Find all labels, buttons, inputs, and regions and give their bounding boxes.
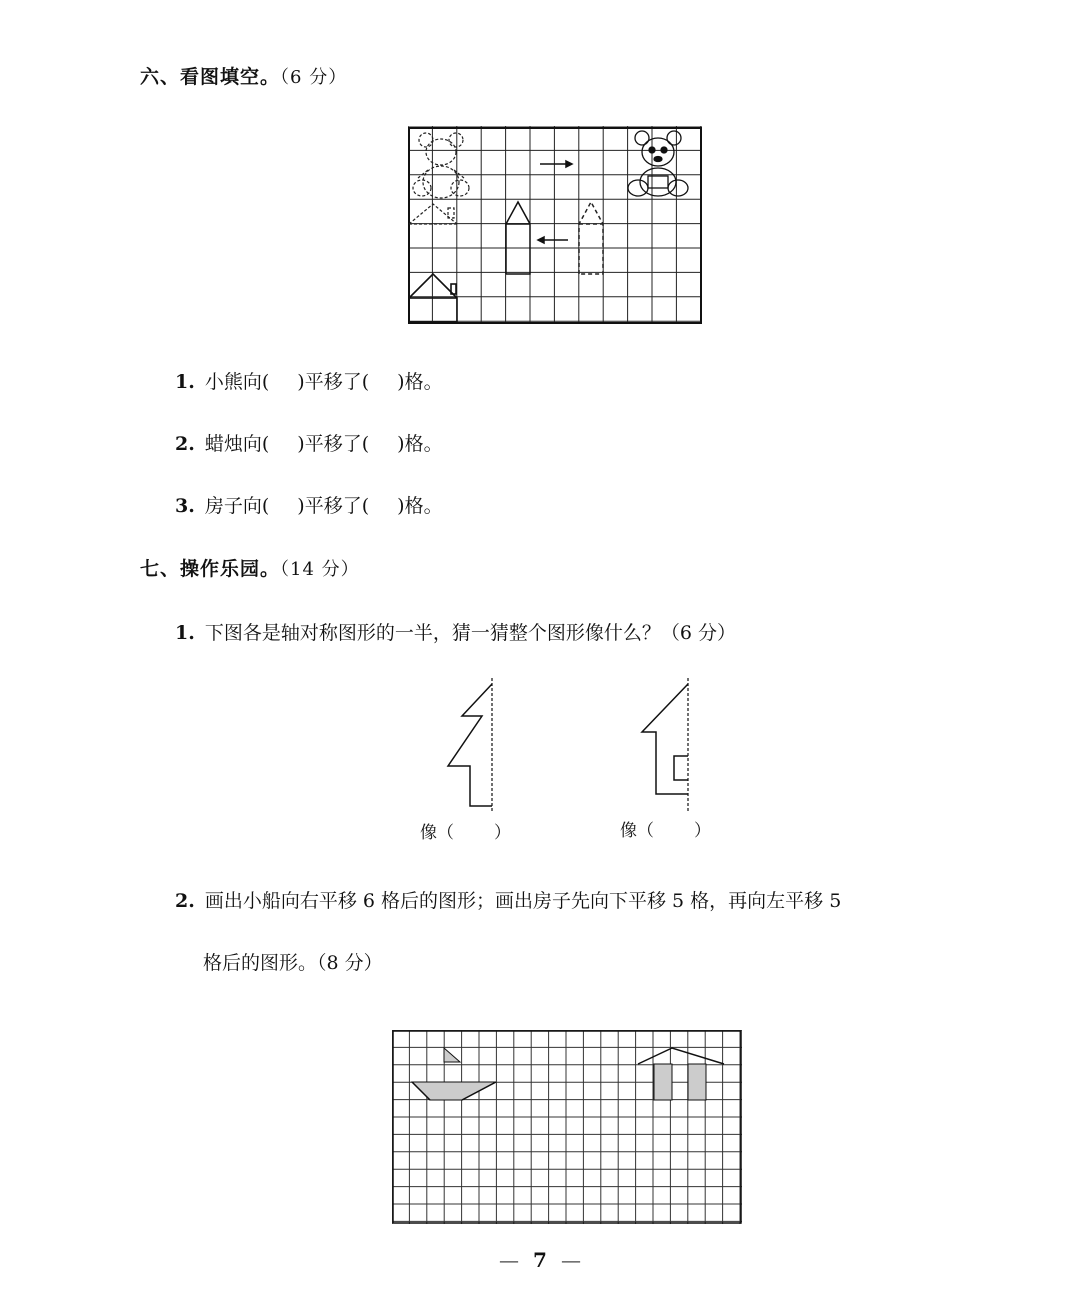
symmetry-half-tree bbox=[440, 676, 520, 820]
q6-1-number: 1. bbox=[175, 371, 195, 393]
house-icon bbox=[638, 1048, 724, 1100]
q6-3-mid: 平移了 bbox=[304, 495, 362, 517]
section-7-title bbox=[140, 554, 360, 581]
house-half-icon bbox=[636, 676, 716, 816]
arrow-left-icon bbox=[538, 237, 568, 243]
q6-1-end: 格。 bbox=[404, 371, 443, 393]
symmetry-half-house bbox=[636, 676, 716, 820]
symmetry-label-2: 像（ ） bbox=[620, 821, 711, 841]
page-number: — 7 — bbox=[499, 1248, 581, 1272]
q6-2-mid: 平移了 bbox=[304, 433, 362, 455]
translation-grid-figure bbox=[408, 126, 704, 330]
q6-2: 2. 蜡烛向( )平移了( )格。 bbox=[175, 433, 443, 455]
bear-solid-icon bbox=[628, 131, 688, 196]
q6-3-subject: 房子向 bbox=[204, 495, 262, 517]
candle-dashed-icon bbox=[579, 202, 603, 274]
q6-3-number: 3. bbox=[175, 495, 195, 517]
q7-2-text: 画出小船向右平移 6 格后的图形；画出房子先向下平移 5 格，再向左平移 5 bbox=[204, 890, 842, 912]
q6-2-end: 格。 bbox=[404, 433, 443, 455]
section-6-title bbox=[140, 62, 347, 89]
house-dashed-icon bbox=[409, 204, 457, 224]
drawing-grid-figure bbox=[392, 1030, 744, 1230]
symmetry-label-1: 像（ ） bbox=[420, 823, 511, 843]
q7-2-number: 2. bbox=[175, 890, 195, 912]
q7-1-text: 下图各是轴对称图形的一半，猜一猜整个图形像什么？（6 分） bbox=[204, 622, 736, 644]
q7-1 bbox=[175, 618, 736, 645]
arrow-right-icon bbox=[540, 161, 572, 167]
q6-3: 3. 房子向( )平移了( )格。 bbox=[175, 495, 443, 517]
drawing-grid-svg[interactable] bbox=[392, 1030, 744, 1226]
q6-3-end: 格。 bbox=[404, 495, 443, 517]
q7-1-number: 1. bbox=[175, 622, 195, 644]
section-6-heading: 六、看图填空。 bbox=[140, 66, 281, 88]
candle-solid-icon bbox=[506, 202, 530, 274]
section-7-heading: 七、操作乐园。 bbox=[140, 558, 281, 580]
q7-2-line2 bbox=[203, 948, 383, 975]
symmetry-label-2-text: 像（ bbox=[620, 821, 654, 841]
q6-2-number: 2. bbox=[175, 433, 195, 455]
q7-2-text-cont: 格后的图形。（8 分） bbox=[203, 952, 383, 974]
house-solid-icon bbox=[409, 274, 457, 322]
symmetry-label-1-text: 像（ bbox=[420, 823, 454, 843]
q6-1-subject: 小熊向 bbox=[204, 371, 262, 393]
section-7-points: （14 分） bbox=[280, 559, 360, 580]
tree-half-icon bbox=[440, 676, 520, 816]
translation-grid-svg bbox=[408, 126, 704, 326]
q7-2-line1 bbox=[175, 886, 841, 913]
page-number-value: 7 bbox=[533, 1248, 547, 1272]
q6-2-subject: 蜡烛向 bbox=[204, 433, 262, 455]
q6-1: 1. 小熊向( )平移了( )格。 bbox=[175, 371, 443, 393]
section-6-points: （6 分） bbox=[280, 67, 348, 88]
boat-icon bbox=[412, 1048, 496, 1100]
bear-dashed-icon bbox=[413, 133, 469, 198]
q6-1-mid: 平移了 bbox=[304, 371, 362, 393]
